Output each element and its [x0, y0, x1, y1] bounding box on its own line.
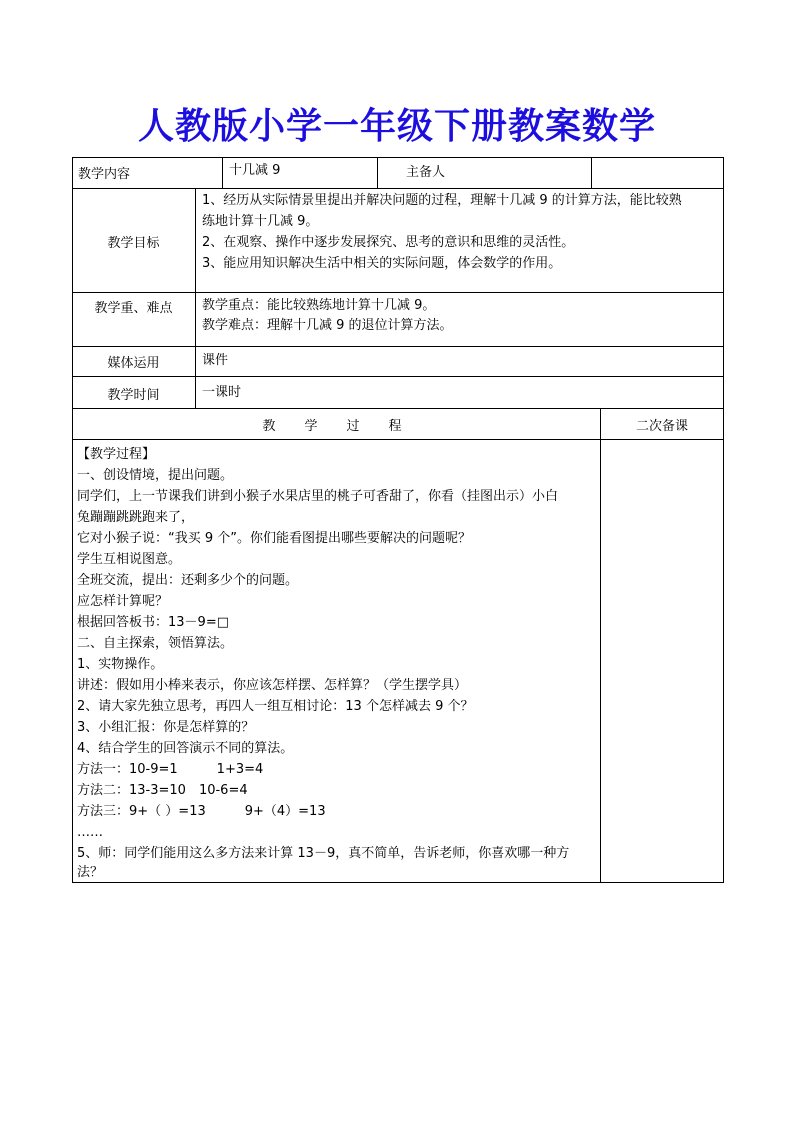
content-label: 教学内容 — [78, 167, 131, 182]
second-prep-header: 二次备课 — [635, 419, 688, 434]
row-divider — [72, 439, 724, 440]
table-border-bottom — [72, 882, 724, 883]
process-header: 教 学 过 程 — [262, 419, 410, 434]
process-line: 一、创设情境，提出问题。 — [77, 468, 234, 483]
key-points-line: 教学难点：理解十几减 9 的退位计算方法。 — [202, 318, 453, 333]
process-line: 二、自主探索，领悟算法。 — [77, 636, 234, 651]
column-divider — [591, 157, 592, 189]
goals-line: 练地计算十几减 9。 — [202, 214, 319, 229]
process-line: 2、请大家先独立思考，再四人一组互相讨论：13 个怎样减去 9 个？ — [77, 699, 474, 714]
goals-line: 1、经历从实际情景里提出并解决问题的过程，理解十几减 9 的计算方法，能比较熟 — [202, 193, 682, 208]
process-line: 它对小猴子说：“我买 9 个”。你们能看图提出哪些要解决的问题呢？ — [77, 531, 472, 546]
column-divider — [195, 188, 196, 409]
key-points-line: 教学重点：能比较熟练地计算十几减 9。 — [202, 298, 436, 313]
process-line: 讲述：假如用小棒来表示，你应该怎样摆、怎样算？（学生摆学具） — [77, 678, 468, 693]
process-line: 兔蹦蹦跳跳跑来了， — [77, 510, 195, 525]
process-line: 【教学过程】 — [77, 447, 156, 462]
table-border-right — [723, 157, 724, 883]
process-line: 全班交流，提出：还剩多少个的问题。 — [77, 573, 299, 588]
process-line: 应怎样计算呢？ — [77, 594, 169, 609]
row-divider — [72, 346, 724, 347]
media-value: 课件 — [202, 353, 229, 368]
lesson-plan-table — [72, 157, 724, 883]
time-value: 一课时 — [202, 385, 242, 400]
process-line: 1、实物操作。 — [77, 657, 164, 672]
process-line: 方法二：13-3=10 10-6=4 — [77, 783, 248, 798]
column-divider — [377, 157, 378, 189]
page-title: 人教版小学一年级下册教案数学 — [137, 105, 656, 147]
table-border-left — [72, 157, 73, 883]
key-points-label: 教学重、难点 — [94, 301, 173, 316]
column-divider — [600, 408, 601, 883]
process-line: …… — [77, 825, 103, 840]
preparer-label: 主备人 — [406, 165, 446, 180]
process-line: 方法一：10-9=1 1+3=4 — [77, 762, 264, 777]
table-border-top — [72, 157, 724, 158]
media-label: 媒体运用 — [107, 356, 160, 371]
row-divider — [72, 292, 724, 293]
row-divider — [72, 376, 724, 377]
goals-label: 教学目标 — [107, 236, 160, 251]
process-line: 方法三：9+（ ）=13 9+（4）=13 — [77, 804, 326, 819]
process-line: 法？ — [77, 865, 104, 880]
process-line: 学生互相说图意。 — [77, 552, 182, 567]
process-line: 根据回答板书：13－9=□ — [77, 615, 229, 630]
column-divider — [222, 157, 223, 189]
row-divider — [72, 188, 724, 189]
process-line: 5、师：同学们能用这么多方法来计算 13－9，真不简单，告诉老师，你喜欢哪一种方 — [77, 846, 570, 861]
time-label: 教学时间 — [107, 388, 160, 403]
goals-line: 2、在观察、操作中逐步发展探究、思考的意识和思维的灵活性。 — [202, 235, 575, 250]
topic-value: 十几减 9 — [229, 163, 281, 178]
process-line: 同学们，上一节课我们讲到小猴子水果店里的桃子可香甜了，你看（挂图出示）小白 — [77, 489, 559, 504]
process-line: 3、小组汇报：你是怎样算的？ — [77, 720, 255, 735]
process-line: 4、结合学生的回答演示不同的算法。 — [77, 741, 294, 756]
goals-line: 3、能应用知识解决生活中相关的实际问题，体会数学的作用。 — [202, 256, 562, 271]
row-divider — [72, 408, 724, 409]
